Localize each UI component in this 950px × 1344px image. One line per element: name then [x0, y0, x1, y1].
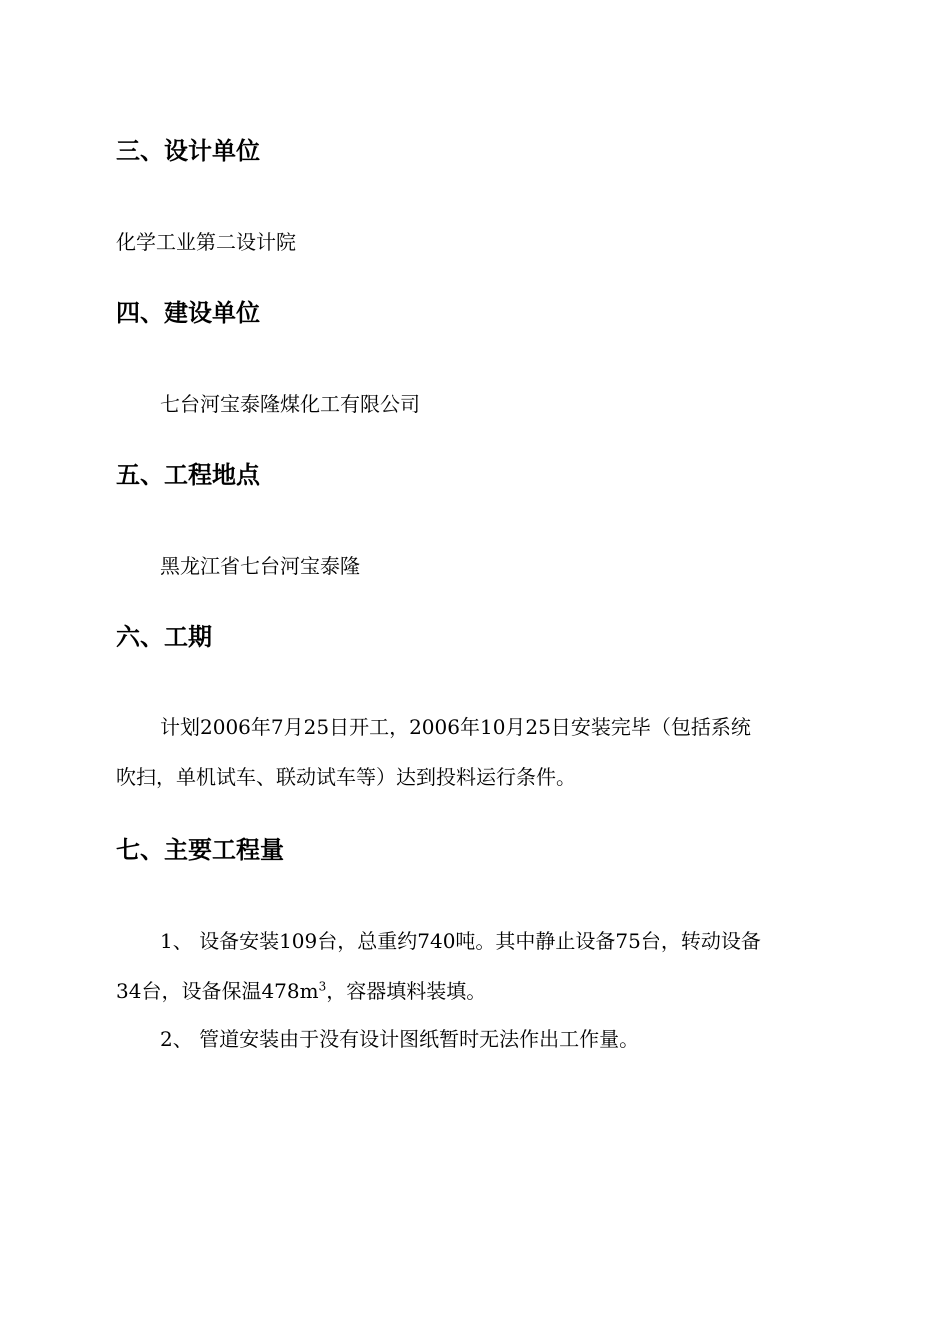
- section-heading-construction-unit: 四、建设单位: [116, 299, 260, 327]
- schedule-text-line-1: 计划2006年7月25日开工，2006年10月25日安装完毕（包括系统: [160, 715, 751, 739]
- superscript-3: 3: [318, 979, 327, 994]
- project-location-text: 黑龙江省七台河宝泰隆: [160, 554, 360, 578]
- section-heading-main-quantities: 七、主要工程量: [116, 836, 284, 864]
- quantities-item-1-line-2-end: ，容器填料装填。: [326, 979, 487, 1003]
- quantities-item-2: 2、 管道安装由于没有设计图纸暂时无法作出工作量。: [160, 1027, 640, 1051]
- quantities-item-1-line-2-start: 34台，设备保温478m: [116, 979, 319, 1003]
- section-heading-project-location: 五、工程地点: [116, 461, 260, 489]
- section-heading-schedule: 六、工期: [116, 623, 212, 651]
- section-heading-design-unit: 三、设计单位: [116, 137, 260, 165]
- quantities-item-1-line-1: 1、 设备安装109台，总重约740吨。其中静止设备75台，转动设备: [160, 929, 761, 953]
- schedule-text-line-2: 吹扫，单机试车、联动试车等）达到投料运行条件。: [116, 765, 576, 789]
- construction-unit-text: 七台河宝泰隆煤化工有限公司: [160, 392, 420, 416]
- design-unit-text: 化学工业第二设计院: [116, 230, 296, 254]
- quantities-item-1-line-2: [116, 978, 486, 1004]
